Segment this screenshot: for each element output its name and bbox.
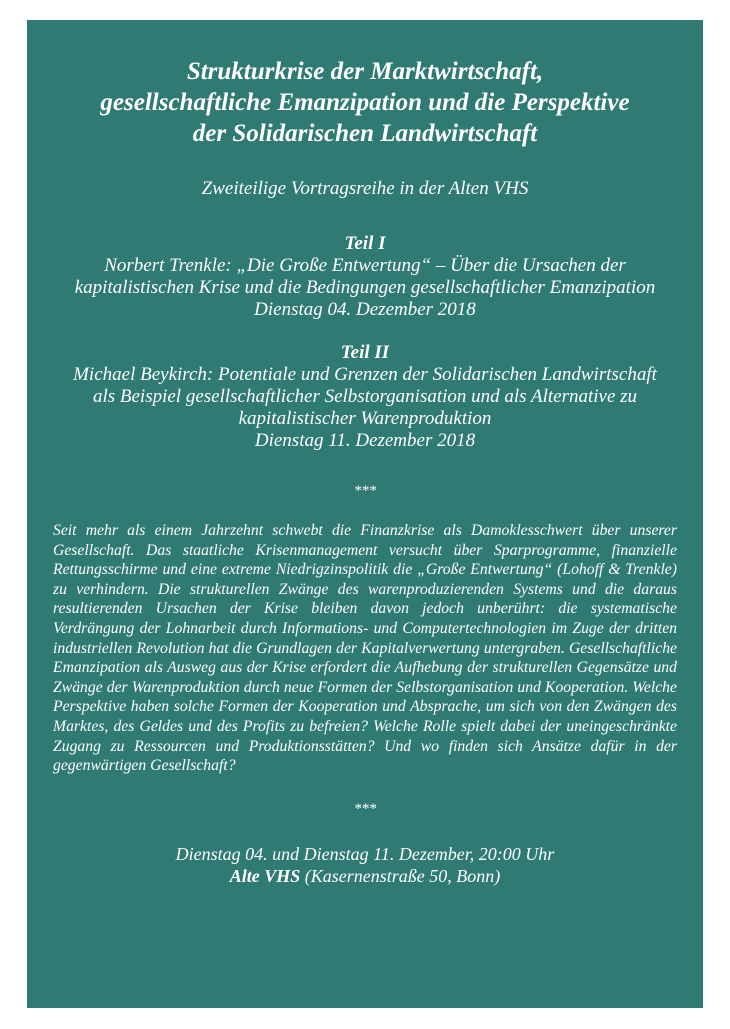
- part-heading: Teil I: [344, 233, 386, 254]
- poster-title: [53, 56, 677, 149]
- part-heading: Teil II: [340, 342, 390, 363]
- separator: ***: [353, 800, 377, 817]
- part-date: Dienstag 04. Dezember 2018: [254, 299, 476, 320]
- event-location: [53, 865, 677, 887]
- event-dates: Dienstag 04. und Dienstag 11. Dezember, 20:00 Uhr: [175, 843, 555, 864]
- venue-address: (Kasernenstraße 50, Bonn): [300, 865, 501, 886]
- part-line: Norbert Trenkle: „Die Große Entwertung“ – Über die Ursachen der: [104, 255, 626, 276]
- title-line: der Solidarischen Landwirtschaft: [192, 120, 538, 147]
- part-line: kapitalistischen Krise und die Bedingungen gesellschaftlicher Emanzipation: [74, 277, 656, 298]
- separator: ***: [353, 483, 377, 499]
- title-line: gesellschaftliche Emanzipation und die Perspektive: [100, 89, 630, 116]
- title-line: Strukturkrise der Marktwirtschaft,: [186, 58, 544, 85]
- lecture-part-2: [53, 342, 677, 452]
- part-line: als Beispiel gesellschaftlicher Selbstorganisation und als Alternative zu: [92, 386, 638, 407]
- part-line: kapitalistischer Warenproduktion: [238, 408, 492, 429]
- part-line: Michael Beykirch: Potentiale und Grenzen der Solidarischen Landwirtschaft: [73, 364, 657, 385]
- part-date: Dienstag 11. Dezember 2018: [254, 430, 476, 451]
- description-paragraph: Seit mehr als einem Jahrzehnt schwebt die Finanzkrise als Damoklesschwert über unserer Gesellschaft. Das staatliche Krisenmanagement versucht über Sparprogramme, finanzielle Rettungsschirme und eine extreme Niedrigzinspolitik die „Große Entwertung“ (Lohoff & Trenkle) zu verhindern. Die strukturellen Zwänge des warenproduzierenden Systems und die daraus resultierenden Ursachen der Krise bleiben davon jedoch unberührt: die systematische Verdrängung der Lohnarbeit durch Informations- und Computertechnologien im Zuge der dritten industriellen Revolution hat die Grundlagen der Kapitalverwertung untergraben. Gesellschaftliche Emanzipation als Ausweg aus der Krise erfordert die Aufhebung der strukturellen Gegensätze und Zwänge der Warenproduktion durch neue Formen der Selbstorganisation und Kooperation. Welche Perspektive haben solche Formen der Kooperation und Absprache, um sich von den Zwängen des Marktes, des Geldes und des Profits zu befreien? Welche Rolle spielt dabei der uneingeschränkte Zugang zu Ressourcen und Produktionsstätten? Und wo finden sich Ansätze dafür in der gegenwärtigen Gesellschaft?: [53, 522, 677, 775]
- poster-subtitle: Zweiteilige Vortragsreihe in der Alten VHS: [201, 178, 529, 199]
- poster: [27, 20, 703, 1008]
- venue-name: Alte VHS: [229, 865, 301, 886]
- event-footer: [53, 843, 677, 887]
- lecture-part-1: [53, 233, 677, 321]
